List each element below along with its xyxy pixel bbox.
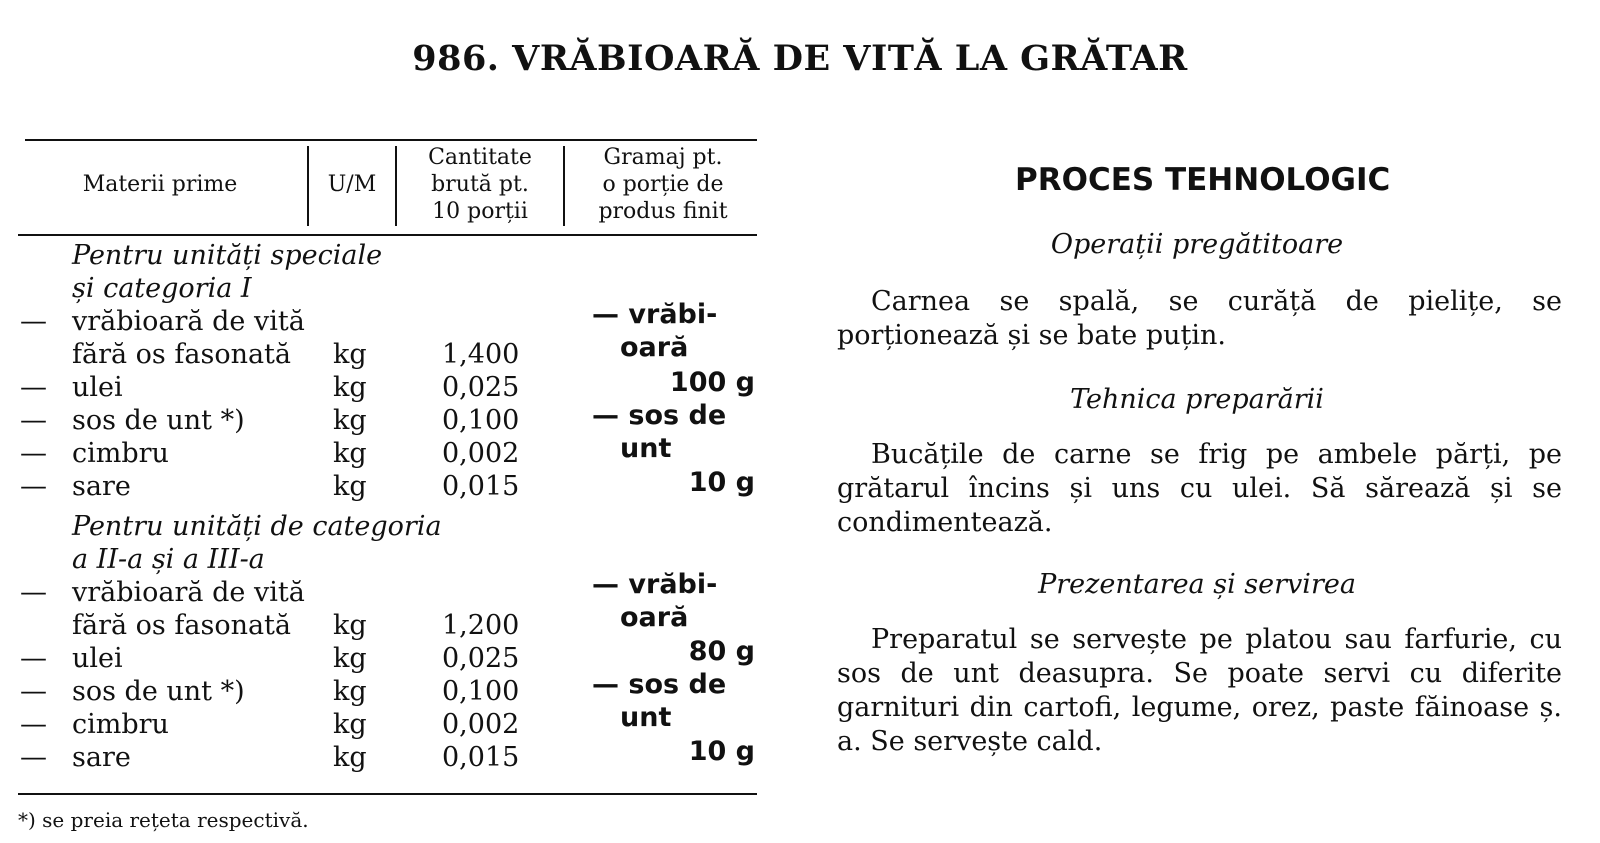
portion-label: unt bbox=[620, 702, 672, 733]
paragraph-prezentare: Preparatul se servește pe platou sau farfurie, cu sos de unt deasupra. Se poate servi cu diferite garnituri din cartofi, legume, orez, paste făinoase ș. a. Se servește cald. bbox=[837, 624, 1562, 757]
portion-value: 10 g bbox=[688, 736, 755, 767]
portion-value: 80 g bbox=[688, 636, 755, 667]
section-heading: Pentru unități speciale bbox=[72, 240, 383, 271]
subheading-tehnica: Tehnica preparării bbox=[1070, 384, 1324, 415]
header-materii-prime: Materii prime bbox=[82, 172, 238, 197]
portion-label: oară bbox=[620, 332, 689, 363]
subheading-operatii: Operații pregătitoare bbox=[1050, 229, 1344, 260]
portion-label: — vrăbi- bbox=[592, 569, 718, 600]
portion-value: 100 g bbox=[669, 367, 755, 398]
paragraph-tehnica: Bucățile de carne se frig pe ambele părți, pe grătarul încins și uns cu ulei. Să sărează și se condimentează. bbox=[837, 439, 1562, 538]
header-gramaj: Gramaj pt. o porție de produs finit bbox=[598, 145, 728, 224]
subheading-prezentare: Prezentarea și servirea bbox=[1038, 569, 1356, 600]
header-um: U/M bbox=[327, 172, 377, 197]
recipe-title: 986. VRĂBIOARĂ DE VITĂ LA GRĂTAR bbox=[412, 38, 1188, 79]
table-top-rule bbox=[25, 139, 757, 141]
section-heading: a II-a și a III-a bbox=[72, 544, 265, 575]
portion-label: — sos de bbox=[592, 669, 727, 700]
table-header-rule bbox=[18, 234, 757, 236]
portion-label: unt bbox=[620, 433, 672, 464]
portion-value: 10 g bbox=[688, 467, 755, 498]
process-title: PROCES TEHNOLOGIC bbox=[1015, 162, 1391, 198]
table-bottom-rule bbox=[18, 793, 757, 795]
paragraph-operatii: Carnea se spală, se curăță de pielițe, se porționează și se bate puțin. bbox=[837, 286, 1562, 351]
header-cantitate: Cantitate brută pt. 10 porții bbox=[428, 145, 532, 224]
column-divider bbox=[563, 146, 565, 226]
column-divider bbox=[307, 146, 309, 226]
footnote: *) se preia rețeta respectivă. bbox=[18, 808, 309, 832]
portion-label: oară bbox=[620, 602, 689, 633]
column-divider bbox=[395, 146, 397, 226]
section-heading: Pentru unități de categoria bbox=[72, 511, 442, 542]
section-heading: și categoria I bbox=[72, 273, 252, 304]
portion-label: — vrăbi- bbox=[592, 299, 718, 330]
portion-label: — sos de bbox=[592, 400, 727, 431]
